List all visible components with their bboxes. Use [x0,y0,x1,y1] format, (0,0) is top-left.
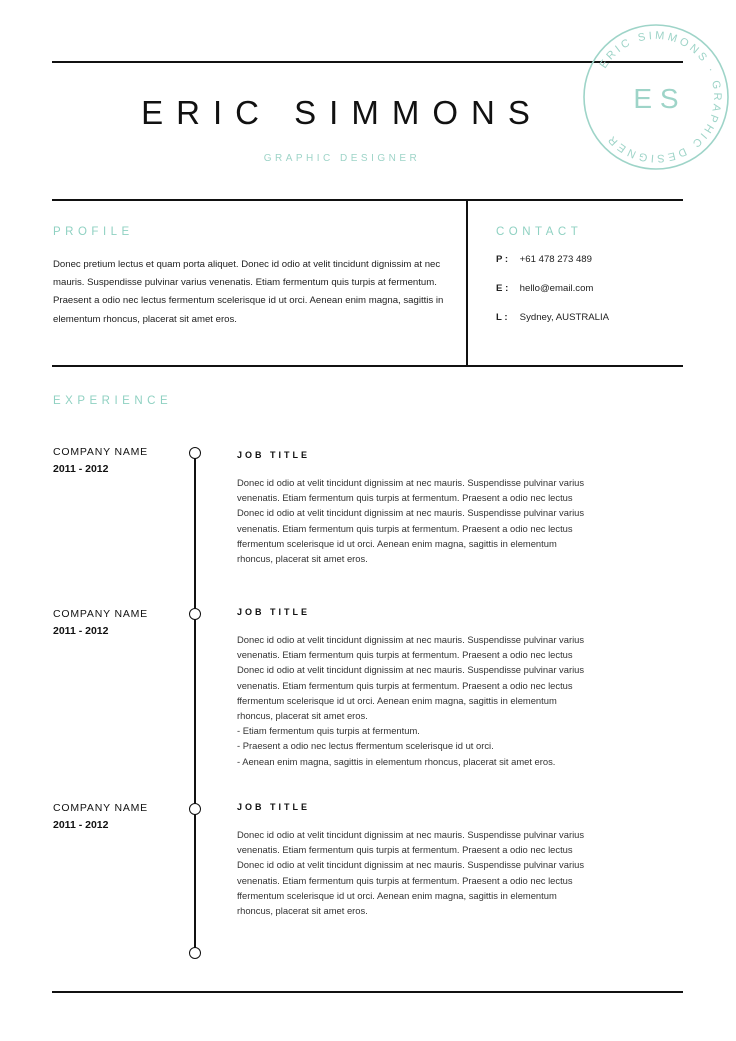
description-line: Donec id odio at velit tincidunt dignissim at nec mauris. Suspendisse pulvinar varius [237,507,585,519]
contact-email-key: E : [496,283,509,294]
timeline-end-node [189,947,201,959]
contact-phone-value: +61 478 273 489 [519,254,592,265]
job-description [237,632,677,769]
description-line: rhoncus, placerat sit amet eros. [237,553,368,565]
resume-subtitle: GRAPHIC DESIGNER [263,153,421,164]
contact-email-value: hello@email.com [519,283,594,294]
seal-ring-text: ERIC SIMMONS · GRAPHIC DESIGNER [597,29,724,165]
timeline-node [189,447,201,459]
description-line: rhoncus, placerat sit amet eros. [237,710,368,722]
description-line: venenatis. Etiam fermentum quis turpis at fermentum. Praesent a odio nec lectus [237,679,573,691]
contact-location [496,312,609,323]
employment-years: 2011 - 2012 [53,463,109,475]
contact-heading: CONTACT [496,226,583,238]
description-line: Donec id odio at velit tincidunt dignissim at nec mauris. Suspendisse pulvinar varius [237,829,585,840]
job-title: JOB TITLE [237,607,311,617]
description-line: - Aenean enim magna, sagittis in elementum rhoncus, placerat sit amet eros. [237,755,556,767]
description-line: ffermentum scelerisque id ut orci. Aenean enim magna, sagittis in elementum [237,537,557,549]
description-line: Donec id odio at velit tincidunt dignissim at nec mauris. Suspendisse pulvinar varius [237,664,585,676]
description-line: venenatis. Etiam fermentum quis turpis at fermentum. Praesent a odio nec lectus [237,522,573,534]
monogram-seal [581,17,731,177]
header-bottom-rule [52,199,683,201]
description-line: venenatis. Etiam fermentum quis turpis at fermentum. Praesent a odio nec lectus [237,492,573,504]
timeline-line [194,453,196,953]
resume-name: ERIC SIMMONS [141,94,543,131]
profile-bottom-rule [52,365,683,367]
description-line: venenatis. Etiam fermentum quis turpis at fermentum. Praesent a odio nec lectus [237,844,573,856]
profile-text: Donec pretium lectus et quam porta aliquet. Donec id odio at velit tincidunt dignissim at nec mauris. Suspendisse pulvinar varius venenatis. Etiam fermentum quis turpis at fermentum. Praesent a odio nec lectus fermentum scelerisque id ut orci. Aenean enim magna, sagittis in elementum rhoncus, placerat sit amet eros. [53,259,444,325]
bottom-rule [52,991,683,993]
description-line: Donec id odio at velit tincidunt dignissim at nec mauris. Suspendisse pulvinar varius [237,634,585,645]
company-name: COMPANY NAME [53,446,148,458]
description-line: ffermentum scelerisque id ut orci. Aenean enim magna, sagittis in elementum [237,889,557,901]
employment-years: 2011 - 2012 [53,625,109,637]
profile-heading: PROFILE [53,226,134,238]
description-line: Donec id odio at velit tincidunt dignissim at nec mauris. Suspendisse pulvinar varius [237,859,585,871]
description-line: venenatis. Etiam fermentum quis turpis at fermentum. Praesent a odio nec lectus [237,874,573,886]
contact-phone [496,254,592,265]
description-line: rhoncus, placerat sit amet eros. [237,905,368,917]
contact-location-key: L : [496,312,508,323]
description-line: - Praesent a odio nec lectus ffermentum scelerisque id ut orci. [237,740,494,752]
job-title: JOB TITLE [237,802,311,812]
job-description [237,475,677,566]
seal-initials: E S [633,83,679,114]
company-name: COMPANY NAME [53,608,148,620]
employment-years: 2011 - 2012 [53,819,109,831]
description-line: Donec id odio at velit tincidunt dignissim at nec mauris. Suspendisse pulvinar varius [237,477,585,488]
job-description [237,827,677,918]
contact-phone-key: P : [496,254,509,265]
timeline-node [189,803,201,815]
description-line: ffermentum scelerisque id ut orci. Aenean enim magna, sagittis in elementum [237,694,557,706]
experience-heading: EXPERIENCE [53,395,173,407]
profile-contact-divider [466,199,468,366]
description-line: venenatis. Etiam fermentum quis turpis at fermentum. Praesent a odio nec lectus [237,649,573,661]
contact-email [496,283,593,294]
timeline-node [189,608,201,620]
description-line: - Etiam fermentum quis turpis at fermentum. [237,725,420,737]
job-title: JOB TITLE [237,450,311,460]
contact-location-value: Sydney, AUSTRALIA [519,312,610,323]
company-name: COMPANY NAME [53,802,148,814]
